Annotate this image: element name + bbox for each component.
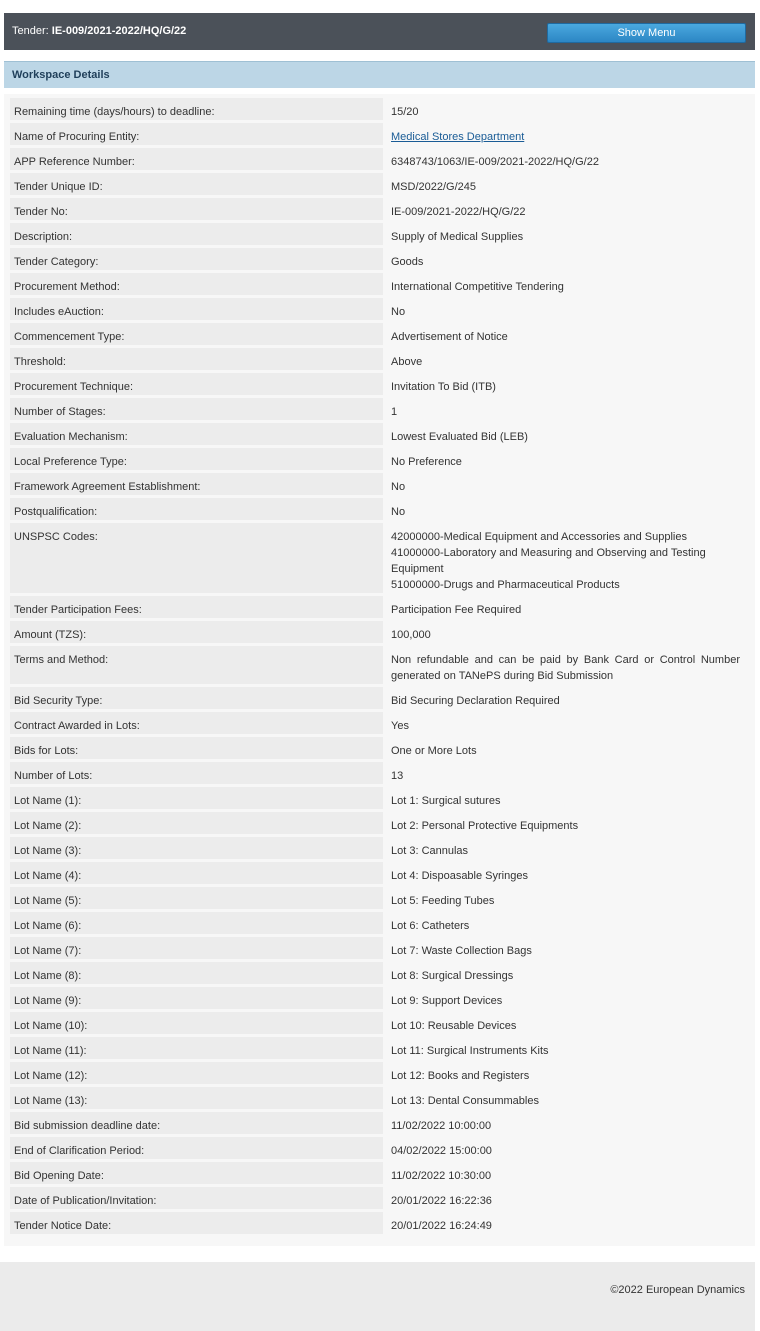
detail-row	[10, 646, 742, 684]
detail-row	[10, 787, 742, 809]
detail-value: 13	[391, 770, 404, 782]
detail-row	[10, 273, 742, 295]
detail-value: International Competitive Tendering	[391, 281, 564, 293]
detail-value: Lot 8: Surgical Dressings	[391, 970, 514, 982]
detail-label: Threshold:	[10, 348, 383, 370]
detail-row	[10, 987, 742, 1009]
detail-row	[10, 1137, 742, 1159]
detail-label: Lot Name (3):	[10, 837, 383, 859]
detail-row	[10, 473, 742, 495]
detail-value: Advertisement of Notice	[391, 331, 508, 343]
detail-value: 20/01/2022 16:22:36	[391, 1195, 492, 1207]
detail-label: Tender No:	[10, 198, 383, 220]
detail-value: Lot 7: Waste Collection Bags	[391, 945, 532, 957]
detail-row	[10, 1087, 742, 1109]
detail-value: Above	[391, 356, 423, 368]
detail-value	[387, 523, 742, 593]
detail-row	[10, 1212, 742, 1234]
detail-value: 20/01/2022 16:24:49	[391, 1220, 492, 1232]
detail-row	[10, 912, 742, 934]
detail-value: 15/20	[391, 106, 419, 118]
tender-id: IE-009/2021-2022/HQ/G/22	[51, 25, 187, 37]
detail-label: Procurement Technique:	[10, 373, 383, 395]
unspsc-code: 42000000-Medical Equipment and Accessories and Supplies	[391, 531, 687, 543]
detail-value: Lot 5: Feeding Tubes	[391, 895, 495, 907]
detail-row	[10, 687, 742, 709]
detail-value: Lot 3: Cannulas	[391, 845, 469, 857]
detail-label: Lot Name (6):	[10, 912, 383, 934]
detail-label: Tender Unique ID:	[10, 173, 383, 195]
detail-value: Goods	[391, 256, 424, 268]
detail-value: Lot 4: Dispoasable Syringes	[391, 870, 528, 882]
detail-value: Lot 9: Support Devices	[391, 995, 503, 1007]
detail-value: Lowest Evaluated Bid (LEB)	[391, 431, 528, 443]
detail-value: 04/02/2022 15:00:00	[391, 1145, 492, 1157]
detail-row	[10, 123, 742, 145]
detail-row	[10, 837, 742, 859]
detail-value: Lot 13: Dental Consummables	[391, 1095, 539, 1107]
detail-value: Lot 11: Surgical Instruments Kits	[391, 1045, 549, 1057]
detail-row	[10, 348, 742, 370]
detail-label: Description:	[10, 223, 383, 245]
tender-prefix: Tender:	[12, 25, 49, 37]
detail-value: Lot 6: Catheters	[391, 920, 470, 932]
detail-value: Invitation To Bid (ITB)	[391, 381, 496, 393]
detail-label: Remaining time (days/hours) to deadline:	[10, 98, 383, 120]
footer	[0, 1262, 755, 1331]
detail-row	[10, 498, 742, 520]
detail-value: Non refundable and can be paid by Bank Card or Control Number generated on TANePS during Bid Submission	[391, 654, 740, 682]
detail-value	[387, 123, 742, 145]
detail-row	[10, 1012, 742, 1034]
detail-label: Lot Name (5):	[10, 887, 383, 909]
detail-label: Includes eAuction:	[10, 298, 383, 320]
detail-value: No Preference	[391, 456, 462, 468]
detail-row	[10, 398, 742, 420]
detail-row	[10, 448, 742, 470]
detail-row	[10, 596, 742, 618]
detail-row	[10, 712, 742, 734]
procuring-entity-link[interactable]: Medical Stores Department	[391, 131, 525, 143]
detail-row	[10, 862, 742, 884]
detail-value: 100,000	[391, 629, 431, 641]
detail-label: Evaluation Mechanism:	[10, 423, 383, 445]
detail-row	[10, 621, 742, 643]
detail-label: Bid submission deadline date:	[10, 1112, 383, 1134]
detail-label: Commencement Type:	[10, 323, 383, 345]
detail-value: Participation Fee Required	[391, 604, 522, 616]
detail-row	[10, 223, 742, 245]
detail-label: UNSPSC Codes:	[10, 523, 383, 593]
tender-title	[12, 25, 186, 37]
detail-label: Lot Name (1):	[10, 787, 383, 809]
detail-row	[10, 248, 742, 270]
detail-value: Lot 10: Reusable Devices	[391, 1020, 517, 1032]
detail-label: Tender Participation Fees:	[10, 596, 383, 618]
detail-value: 11/02/2022 10:30:00	[391, 1170, 492, 1182]
detail-label: Bids for Lots:	[10, 737, 383, 759]
detail-value: Yes	[391, 720, 409, 732]
detail-row	[10, 298, 742, 320]
unspsc-code: 51000000-Drugs and Pharmaceutical Products	[391, 579, 620, 591]
detail-label: Bid Opening Date:	[10, 1162, 383, 1184]
detail-row	[10, 1037, 742, 1059]
detail-value: Lot 12: Books and Registers	[391, 1070, 530, 1082]
detail-label: Tender Notice Date:	[10, 1212, 383, 1234]
detail-label: Date of Publication/Invitation:	[10, 1187, 383, 1209]
detail-row	[10, 1162, 742, 1184]
detail-label: Procurement Method:	[10, 273, 383, 295]
detail-label: Name of Procuring Entity:	[10, 123, 383, 145]
detail-value: Supply of Medical Supplies	[391, 231, 524, 243]
detail-label: Lot Name (9):	[10, 987, 383, 1009]
copyright-text: ©2022 European Dynamics	[610, 1284, 745, 1296]
detail-value: 6348743/1063/IE-009/2021-2022/HQ/G/22	[391, 156, 599, 168]
detail-row	[10, 1112, 742, 1134]
detail-label: Lot Name (8):	[10, 962, 383, 984]
detail-label: Lot Name (10):	[10, 1012, 383, 1034]
detail-label: Lot Name (11):	[10, 1037, 383, 1059]
detail-label: Lot Name (4):	[10, 862, 383, 884]
detail-label: Terms and Method:	[10, 646, 383, 684]
detail-row	[10, 373, 742, 395]
detail-value: No	[391, 506, 406, 518]
detail-label: End of Clarification Period:	[10, 1137, 383, 1159]
detail-row	[10, 937, 742, 959]
detail-label: Number of Stages:	[10, 398, 383, 420]
details-panel	[4, 94, 755, 1246]
detail-value: No	[391, 306, 406, 318]
detail-row	[10, 737, 742, 759]
detail-value: Bid Securing Declaration Required	[391, 695, 560, 707]
detail-row	[10, 962, 742, 984]
detail-label: Local Preference Type:	[10, 448, 383, 470]
show-menu-button[interactable]: Show Menu	[547, 23, 746, 43]
detail-row	[10, 762, 742, 784]
workspace-details-header	[4, 61, 755, 88]
detail-value: One or More Lots	[391, 745, 477, 757]
detail-value: Lot 1: Surgical sutures	[391, 795, 501, 807]
detail-row	[10, 198, 742, 220]
detail-row	[10, 1187, 742, 1209]
detail-label: Lot Name (2):	[10, 812, 383, 834]
detail-label: Lot Name (13):	[10, 1087, 383, 1109]
detail-row	[10, 1062, 742, 1084]
detail-row	[10, 323, 742, 345]
detail-label: Framework Agreement Establishment:	[10, 473, 383, 495]
detail-label: Contract Awarded in Lots:	[10, 712, 383, 734]
detail-value: IE-009/2021-2022/HQ/G/22	[391, 206, 526, 218]
tender-header-bar	[4, 13, 755, 50]
unspsc-code: 41000000-Laboratory and Measuring and Observing and Testing Equipment	[391, 547, 706, 575]
detail-value: 11/02/2022 10:00:00	[391, 1120, 492, 1132]
detail-label: Number of Lots:	[10, 762, 383, 784]
detail-label: Lot Name (12):	[10, 1062, 383, 1084]
detail-row	[10, 148, 742, 170]
detail-row	[10, 98, 742, 120]
detail-label: Tender Category:	[10, 248, 383, 270]
detail-label: Lot Name (7):	[10, 937, 383, 959]
detail-value: 1	[391, 406, 398, 418]
detail-row	[10, 887, 742, 909]
detail-row	[10, 523, 742, 593]
detail-row	[10, 173, 742, 195]
detail-label: Postqualification:	[10, 498, 383, 520]
section-title: Workspace Details	[12, 69, 110, 81]
detail-label: Amount (TZS):	[10, 621, 383, 643]
detail-value: Lot 2: Personal Protective Equipments	[391, 820, 579, 832]
detail-row	[10, 423, 742, 445]
detail-label: APP Reference Number:	[10, 148, 383, 170]
detail-row	[10, 812, 742, 834]
detail-label: Bid Security Type:	[10, 687, 383, 709]
detail-value: No	[391, 481, 406, 493]
detail-value: MSD/2022/G/245	[391, 181, 476, 193]
